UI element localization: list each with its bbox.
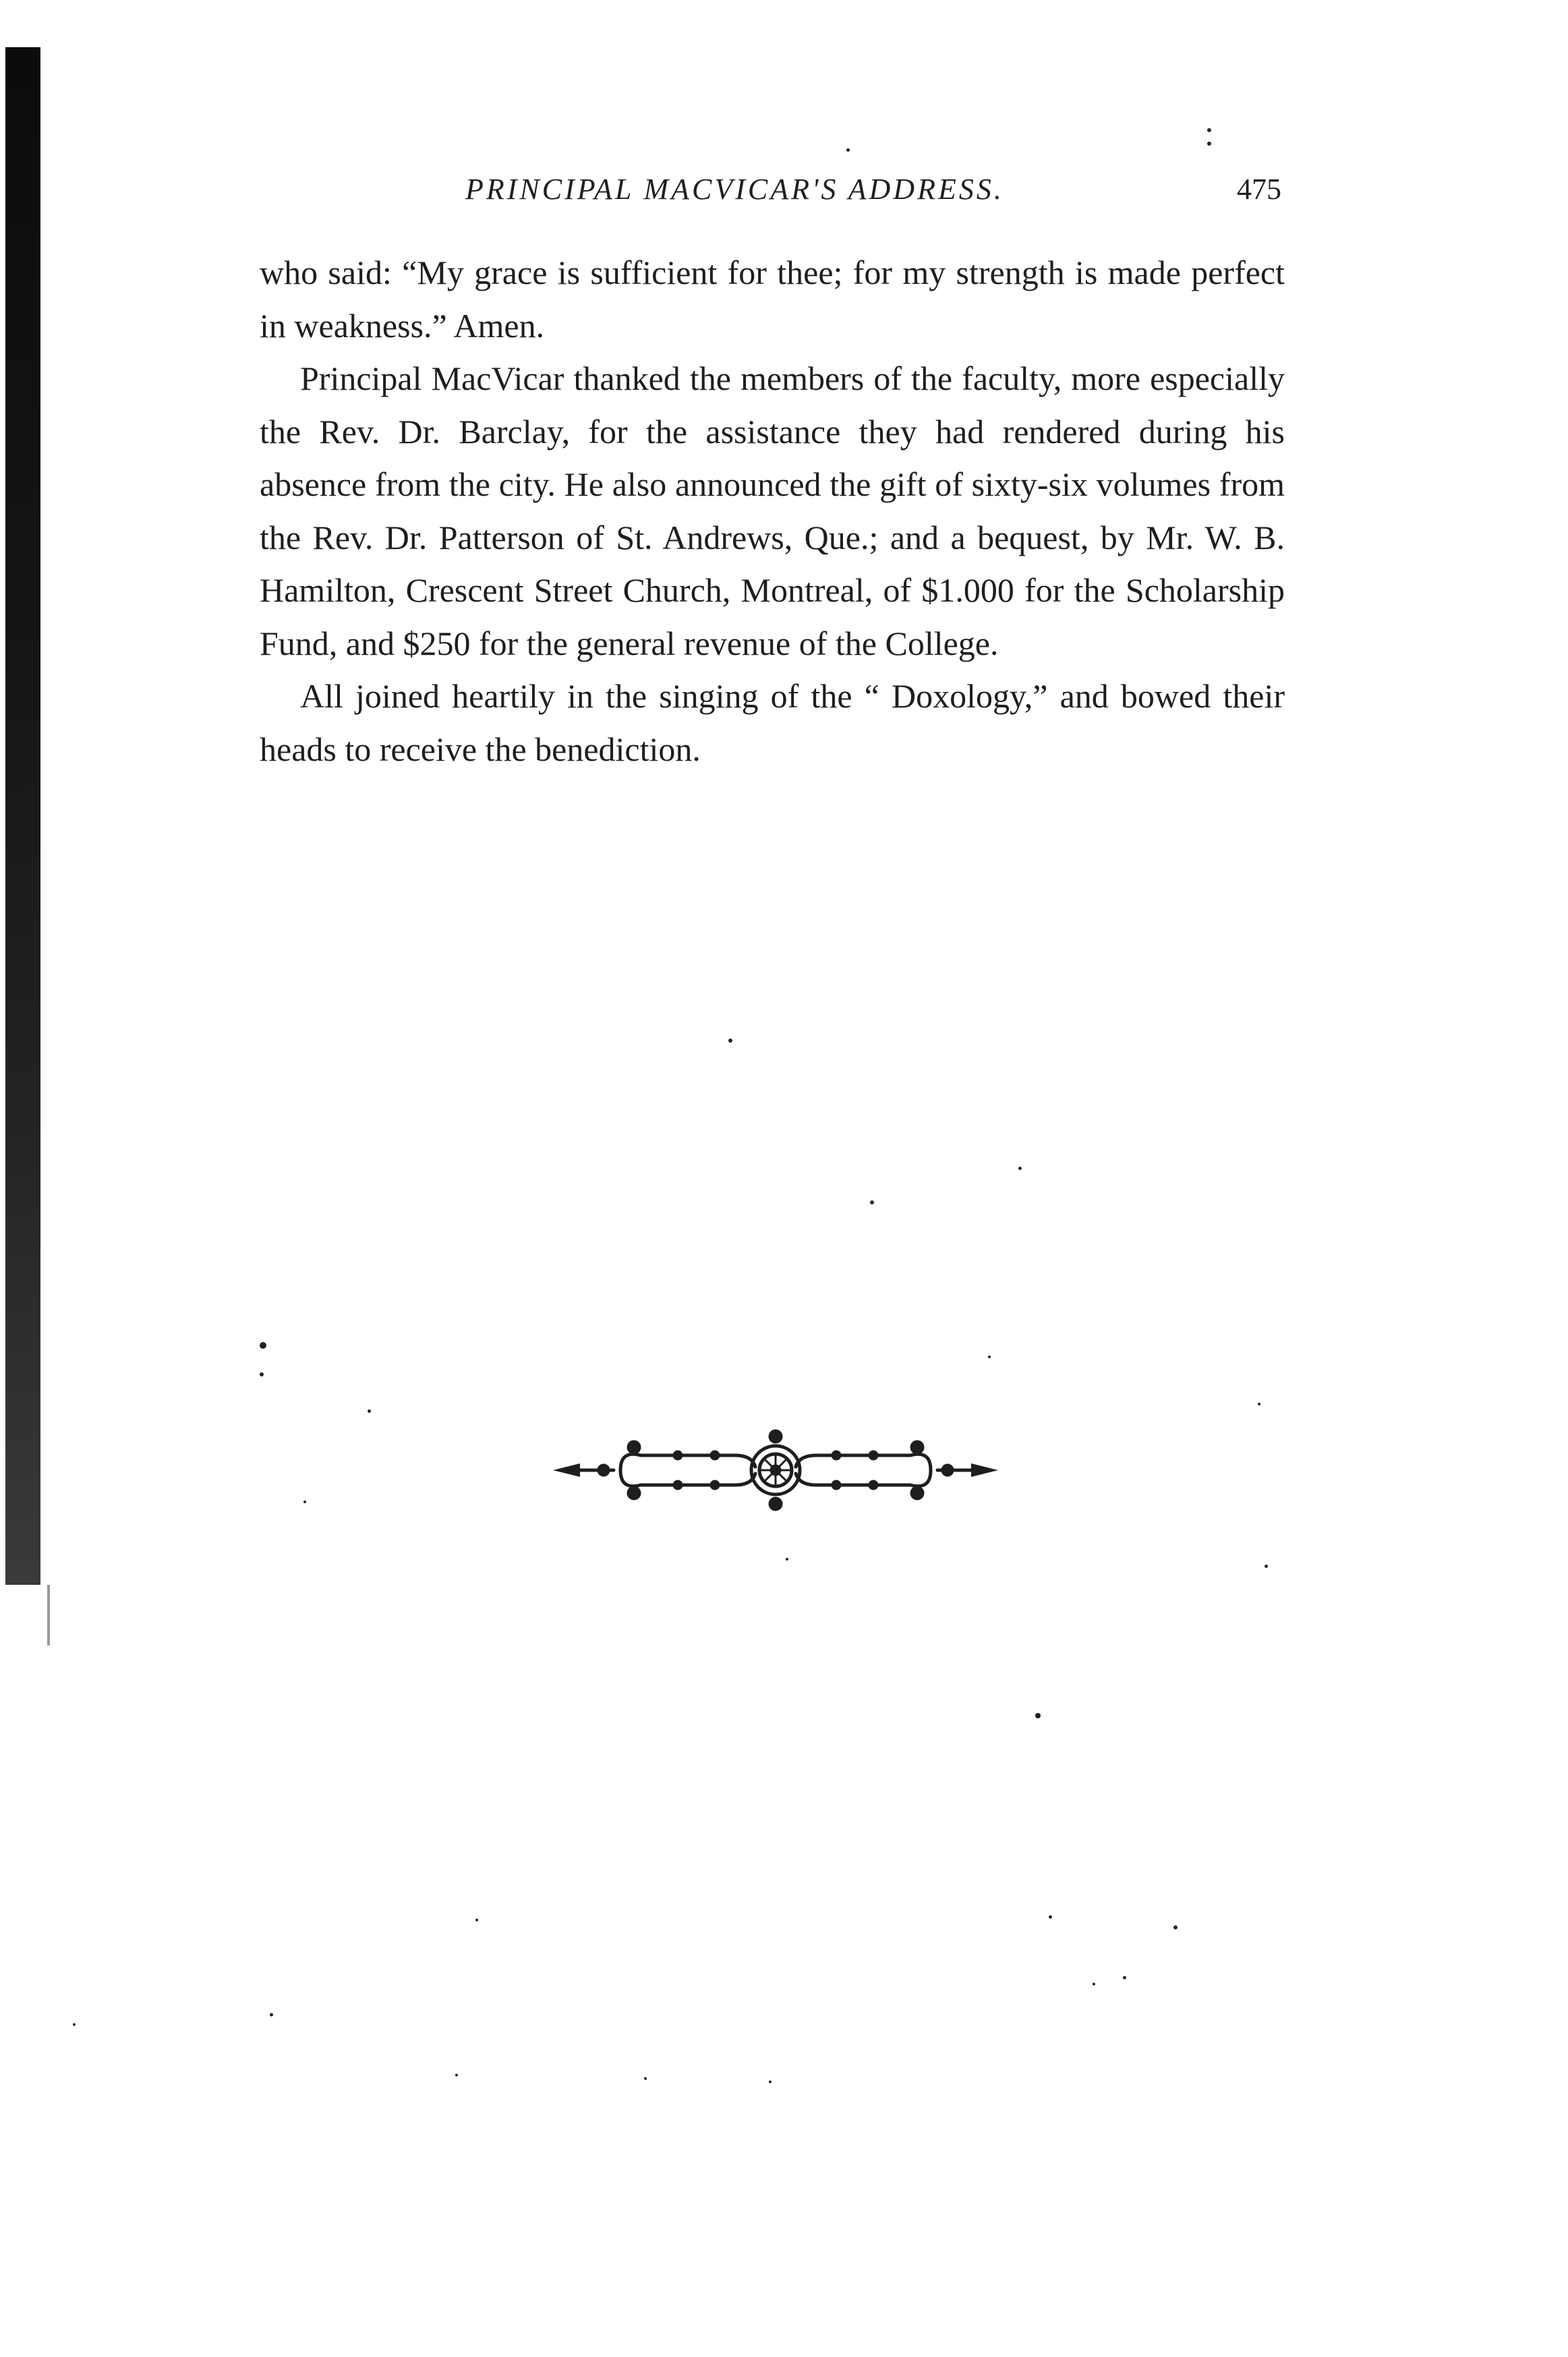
scan-speck xyxy=(1049,1915,1052,1919)
scan-speck xyxy=(728,1039,732,1043)
scan-speck xyxy=(73,2023,76,2026)
body-text xyxy=(260,246,1285,776)
scan-speck xyxy=(303,1501,306,1503)
scan-speck xyxy=(1123,1976,1126,1979)
scan-speck xyxy=(270,2013,273,2016)
scan-speck xyxy=(644,2077,647,2080)
scan-speck xyxy=(455,2074,458,2076)
scan-edge-mark xyxy=(47,1585,50,1646)
scan-speck xyxy=(1173,1925,1178,1929)
scan-speck xyxy=(475,1919,478,1921)
scan-speck xyxy=(260,1372,264,1376)
scan-speck xyxy=(786,1558,788,1561)
scan-speck xyxy=(769,2080,772,2083)
scan-speck xyxy=(368,1409,371,1413)
paragraph-announcement: Principal MacVicar thanked the members of the faculty, more especially the Rev. Dr. Barclay, for the assistance they had rendered during his absence from the city. He also announced the gift of sixty-six volumes from the Rev. Dr. Patterson of St. Andrews, Que.; and a bequest, by Mr. W. B. Hamilton, Crescent Street Church, Montreal, of $1.000 for the Scholarship Fund, and $250 for the general revenue of the College. xyxy=(260,359,1285,662)
running-head xyxy=(256,172,1281,219)
paragraph-doxology: All joined heartily in the singing of the “ Doxology,” and bowed their heads to receive the benediction. xyxy=(260,677,1285,768)
scan-speck xyxy=(1207,142,1211,146)
scan-speck xyxy=(1093,1983,1095,1985)
scan-speck xyxy=(1018,1167,1022,1170)
scan-speck xyxy=(1258,1403,1260,1405)
scan-speck xyxy=(846,148,850,152)
page-number: 475 xyxy=(1237,173,1281,206)
scan-speck xyxy=(1265,1565,1268,1568)
scan-speck xyxy=(260,1342,266,1349)
scan-speck xyxy=(1207,128,1211,132)
scan-speck xyxy=(988,1356,991,1358)
running-title: PRINCIPAL MACVICAR'S ADDRESS. xyxy=(465,173,1004,206)
scan-speck xyxy=(1035,1713,1041,1718)
paragraph-continuation: who said: “My grace is sufficient for thee; for my strength is made perfect in weakness.” Amen. xyxy=(260,254,1285,345)
scan-binding-edge xyxy=(5,47,40,1585)
scroll-rosette-ornament-icon xyxy=(553,1416,998,1524)
scan-speck xyxy=(870,1200,874,1204)
